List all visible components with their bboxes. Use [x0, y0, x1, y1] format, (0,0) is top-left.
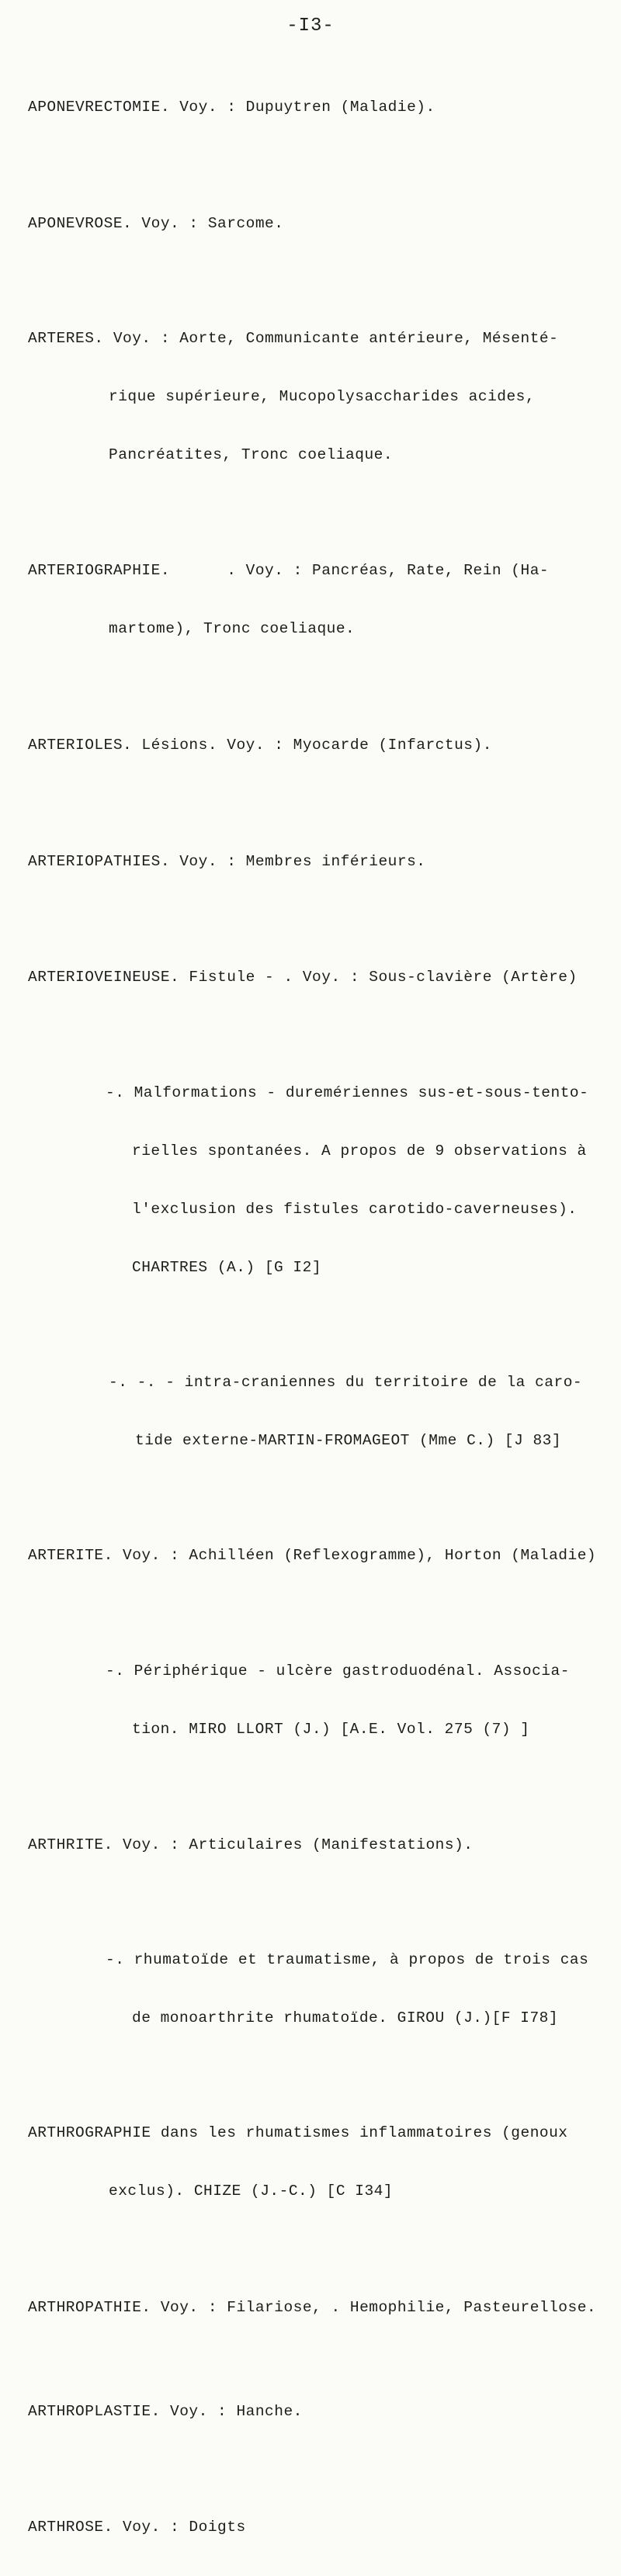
entry-line: ARTERIOLES. Lésions. Voy. : Myocarde (Infarctus).: [28, 737, 492, 754]
entry-line: tide externe-MARTIN-FROMAGEOT (Mme C.) [J 83]: [135, 1432, 562, 1449]
index-entry-arthrite: [28, 1797, 610, 1894]
entry-line: Pancréatites, Tronc coeliaque.: [109, 446, 394, 463]
entry-line: exclus). CHIZE (J.-C.) [C I34]: [109, 2182, 394, 2200]
entry-line: APONEVRECTOMIE. Voy. : Dupuytren (Maladie).: [28, 99, 435, 116]
entry-line: rielles spontanées. A propos de 9 observations à: [132, 1142, 587, 1160]
entry-line: l'exclusion des fistules carotido-caverneuses).: [132, 1201, 578, 1218]
index-subentry-malformations: [28, 1045, 610, 1316]
entry-line: -. Malformations - duremériennes sus-et-sous-tento-: [106, 1084, 589, 1101]
entry-line: ARTERIOVEINEUSE. Fistule - . Voy. : Sous-clavière (Artère): [28, 969, 578, 986]
index-entry-arthrose: [28, 2479, 610, 2576]
entry-line: de monoarthrite rhumatoïde. GIROU (J.)[F I78]: [132, 2009, 559, 2026]
entry-line: ARTERIOGRAPHIE. . Voy. : Pancréas, Rate, Rein (Ha-: [28, 562, 550, 579]
entry-line: ARTHROGRAPHIE dans les rhumatismes inflammatoires (genoux: [28, 2124, 568, 2141]
entry-line: ARTERIOPATHIES. Voy. : Membres inférieurs.: [28, 853, 426, 870]
entry-line: -. -. - intra-craniennes du territoire de la caro-: [109, 1374, 583, 1391]
index-entry-aponevrose: [28, 175, 610, 272]
index-subentry-rhumatoide: [28, 1912, 610, 2067]
index-subentry-intra-craniennes: [28, 1334, 610, 1489]
index-entry-arthropathie: [28, 2259, 610, 2356]
entry-line: APONEVROSE. Voy. : Sarcome.: [28, 215, 284, 232]
entry-line: ARTHROPLASTIE. Voy. : Hanche.: [28, 2403, 303, 2420]
index-entry-arterite: [28, 1507, 610, 1604]
entry-line: ARTERES. Voy. : Aorte, Communicante antérieure, Mésenté-: [28, 330, 559, 347]
index-entry-arteriopathies: [28, 813, 610, 910]
entry-line: ARTHROSE. Voy. : Doigts: [28, 2519, 246, 2536]
entry-line: tion. MIRO LLORT (J.) [A.E. Vol. 275 (7) ]: [132, 1721, 530, 1738]
entry-line: ARTHRITE. Voy. : Articulaires (Manifestations).: [28, 1836, 474, 1853]
index-entry-arteriographie: [28, 522, 610, 678]
index-entry-arthroplastie: [28, 2363, 610, 2460]
entry-line: -. Périphérique - ulcère gastroduodénal. Associa-: [106, 1662, 570, 1680]
page-number: -I3-: [286, 16, 335, 36]
entry-line: ARTHROPATHIE. Voy. : Filariose, . Hemophilie, Pasteurellose.: [28, 2299, 597, 2316]
entry-line: -. rhumatoïde et traumatisme, à propos de trois cas: [106, 1951, 589, 1968]
index-entries: [28, 59, 610, 2536]
index-entry-arteres: [28, 290, 610, 504]
index-subentry-peripherique: [28, 1623, 610, 1778]
index-entry-arthrographie: [28, 2085, 610, 2240]
entry-line: CHARTRES (A.) [G I2]: [132, 1259, 322, 1276]
entry-line: rique supérieure, Mucopolysaccharides acides,: [109, 388, 536, 405]
index-entry-arterioveineuse: [28, 929, 610, 1026]
index-entry-arterioles: [28, 697, 610, 794]
index-entry-aponevrectomie: [28, 59, 610, 156]
entry-line: martome), Tronc coeliaque.: [109, 620, 356, 637]
entry-line: ARTERITE. Voy. : Achilléen (Reflexogramme), Horton (Maladie): [28, 1547, 597, 1564]
